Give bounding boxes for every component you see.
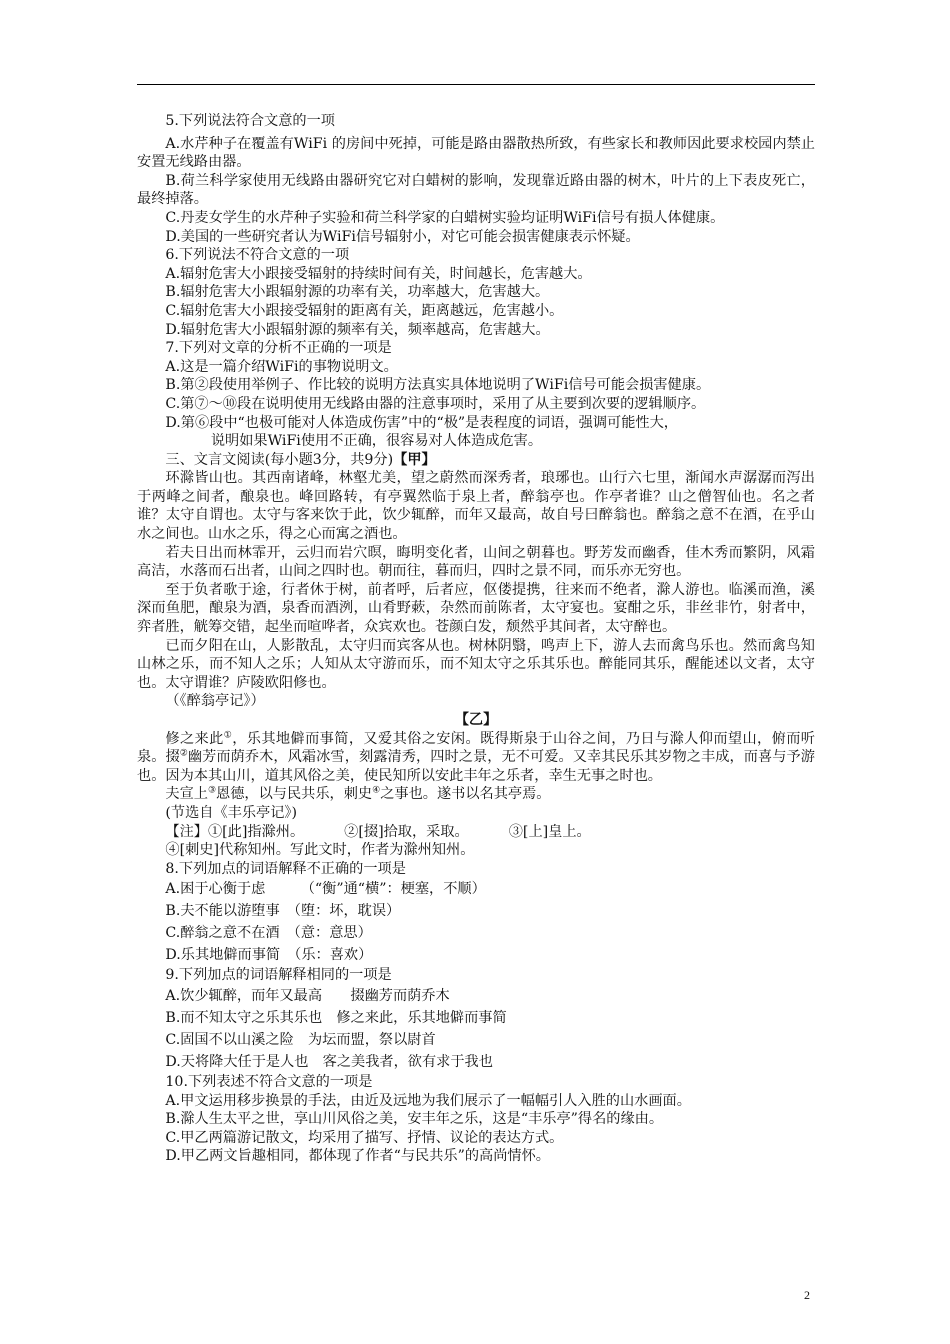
question-6-option-a: A.辐射危害大小跟接受辐射的持续时间有关，时间越长，危害越大。	[165, 265, 592, 282]
question-10-option-d: D.甲乙两文旨趣相同，都体现了作者“与民共乐”的高尚情怀。	[165, 1148, 550, 1165]
question-7-option-b: B.第②段使用举例子、作比较的说明方法真实具体地说明了WiFi信号可能会损害健康。	[165, 377, 711, 394]
passage-jia-source: （《醉翁亭记》）	[165, 693, 265, 710]
question-7-stem: 7.下列对文章的分析不正确的一项是	[165, 340, 392, 357]
question-10-option-c: C.甲乙两篇游记散文，均采用了描写、抒情、议论的表达方式。	[165, 1129, 564, 1146]
question-7-option-a: A.这是一篇介绍WiFi的事物说明文。	[165, 358, 398, 375]
yi-p1-text-b: ，乐其地僻而事简，又爱其俗之安闲。既得斯泉于山谷之间，乃日与滁人仰而望山，俯而听泉。掇	[137, 730, 815, 766]
question-8-option-b: B.夫不能以游堕事 （堕：坏，耽误）	[165, 903, 401, 920]
footnote-marker-1: ①	[223, 729, 233, 740]
passage-yi-paragraph-2	[137, 785, 815, 804]
question-8-option-d: D.乐其地僻而事简 （乐：喜欢）	[165, 947, 373, 964]
question-10-option-b: B.滁人生太平之世，享山川风俗之美，安丰年之乐，这是“丰乐亭”得名的缘由。	[165, 1111, 664, 1128]
question-5-option-c: C.丹麦女学生的水芹种子实验和荷兰科学家的白蜡树实验均证明WiFi信号有损人体健康。	[165, 209, 725, 226]
question-9-option-c: C.固国不以山溪之险 为坛而盟，祭以尉首	[165, 1031, 436, 1048]
question-10-stem: 10.下列表述不符合文意的一项是	[165, 1073, 373, 1090]
page-number: 2	[804, 1288, 810, 1302]
question-9-stem: 9.下列加点的词语解释相同的一项是	[165, 967, 392, 984]
yi-p1-text-c: 幽芳而荫乔木，风霜冰雪，刻露清秀，四时之景，无不可爱。又幸其民乐其岁物之丰成，而喜与予游也。因为本其山川，道其风俗之美，使民知所以安此丰年之乐者，幸生无事之时也。	[137, 749, 815, 784]
yi-p2-text-b: 恩德，以与民共乐，刺史	[216, 786, 373, 803]
question-9-option-a: A.饮少辄醉，而年又最高 掇幽芳而荫乔木	[165, 987, 450, 1004]
passage-jia-paragraph-1: 环滁皆山也。其西南诸峰，林壑尤美，望之蔚然而深秀者，琅琊也。山行六七里，渐闻水声潺潺而泻出于两峰之间者，酿泉也。峰回路转，有亭翼然临于泉上者，醉翁亭也。作亭者谁？山之僧智仙也。名之者谁？太守自谓也。太守与客来饮于此，饮少辄醉，而年又最高，故自号曰醉翁也。醉翁之意不在酒，在乎山水之间也。山水之乐，得之心而寓之酒也。	[137, 470, 815, 543]
question-5-option-a: A.水芹种子在覆盖有WiFi 的房间中死掉，可能是路由器散热所致，有些家长和教师因此要求校园内禁止安置无线路由器。	[137, 135, 815, 171]
question-6-stem: 6.下列说法不符合文意的一项	[165, 247, 350, 264]
question-8-option-c: C.醉翁之意不在酒 （意：意思）	[165, 925, 372, 942]
question-7-option-d-continued: 说明如果WiFi使用不正确，很容易对人体造成危害。	[210, 433, 543, 450]
question-5-option-d: D.美国的一些研究者认为WiFi信号辐射小，对它可能会损害健康表示怀疑。	[165, 228, 640, 245]
section-3-heading	[137, 451, 815, 470]
passage-yi-source: (节选自《丰乐亭记》)	[165, 804, 298, 821]
passage-yi-paragraph-1	[137, 730, 815, 786]
question-9-option-d: D.天将降大任于是人也 客之美我者，欲有求于我也	[165, 1053, 493, 1070]
question-10-option-a: A.甲文运用移步换景的手法，由近及远地为我们展示了一幅幅引人入胜的山水画面。	[165, 1092, 691, 1109]
annotation-2: ②[掇]拾取，采取。	[344, 823, 469, 840]
annotation-3: ③[上]皇上。	[508, 823, 591, 840]
footnote-marker-2: ②	[179, 748, 188, 759]
question-6-option-d: D.辐射危害大小跟辐射源的频率有关，频率越高，危害越大。	[165, 321, 550, 338]
question-7-option-d: D.第⑥段中“也极可能对人体造成伤害”中的“极”是表程度的词语，强调可能性大，	[165, 414, 678, 431]
question-5-option-b: B.荷兰科学家使用无线路由器研究它对白蜡树的影响，发现靠近路由器的树木，叶片的上下表皮死亡，最终掉落。	[137, 172, 815, 208]
question-8-option-a: A.困于心衡于虑 （“衡”通“横”：梗塞，不顺）	[165, 881, 486, 898]
yi-p2-text-a: 夫宣上	[165, 786, 208, 803]
passage-jia-paragraph-2: 若夫日出而林霏开，云归而岩穴暝，晦明变化者，山间之朝暮也。野芳发而幽香，佳木秀而繁阴，风霜高洁，水落而石出者，山间之四时也。朝而往，暮而归，四时之景不同，而乐亦无穷也。	[137, 544, 815, 580]
passage-jia-paragraph-3: 至于负者歌于途，行者休于树，前者呼，后者应，伛偻提携，往来而不绝者，滁人游也。临溪而渔，溪深而鱼肥，酿泉为酒，泉香而酒洌，山肴野蔌，杂然而前陈者，太守宴也。宴酣之乐，非丝非竹，射者中，弈者胜，觥筹交错，起坐而喧哗者，众宾欢也。苍颜白发，颓然乎其间者，太守醉也。	[137, 581, 815, 636]
question-6-option-b: B.辐射危害大小跟辐射源的功率有关，功率越大，危害越大。	[165, 284, 550, 301]
section-3-title: 三、文言文阅读(每小题3分，共9分)	[165, 451, 394, 468]
question-6-option-c: C.辐射危害大小跟接受辐射的距离有关，距离越远，危害越小。	[165, 302, 564, 319]
footnote-marker-4: ④	[372, 785, 381, 796]
question-5-stem: 5.下列说法符合文意的一项	[165, 113, 335, 129]
annotations	[137, 823, 815, 842]
yi-p2-text-c: 之事也。遂书以名其亭焉。	[380, 786, 551, 803]
question-8-stem: 8.下列加点的词语解释不正确的一项是	[165, 860, 406, 877]
passage-yi-label: 【乙】	[454, 712, 498, 728]
passage-jia-label: 【甲】	[393, 451, 436, 468]
question-9-option-b: B.而不知太守之乐其乐也 修之来此，乐其地僻而事简	[165, 1009, 507, 1026]
annotation-4: ④[刺史]代称知州。写此文时，作者为滁州知州。	[165, 842, 475, 859]
question-7-option-c: C.第⑦～⑩段在说明使用无线路由器的注意事项时，采用了从主要到次要的逻辑顺序。	[165, 395, 706, 412]
annotation-1: 【注】①[此]指滁州。	[165, 823, 305, 840]
passage-jia-paragraph-4: 已而夕阳在山，人影散乱，太守归而宾客从也。树林阴翳，鸣声上下，游人去而禽鸟乐也。然而禽鸟知山林之乐，而不知人之乐；人知从太守游而乐，而不知太守之乐其乐也。醉能同其乐，醒能述以文者，太守也。太守谓谁？庐陵欧阳修也。	[137, 637, 815, 691]
header-rule	[137, 84, 815, 85]
yi-p1-text-a: 修之来此	[165, 730, 224, 747]
page-content	[137, 112, 815, 1166]
footnote-marker-3: ③	[207, 785, 217, 796]
